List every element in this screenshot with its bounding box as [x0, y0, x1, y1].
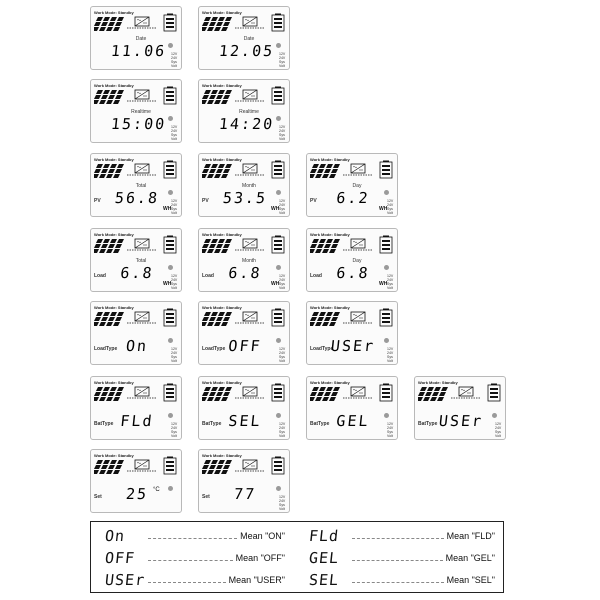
indicator-dot: [384, 413, 389, 418]
battery-icon: [271, 13, 285, 32]
system-voltage-label: 12V 24V Sys Volt: [387, 199, 394, 215]
legend-row-off: [105, 548, 285, 568]
solar-panel-icon: [94, 16, 124, 34]
lcd-panel: [90, 6, 182, 70]
controller-icon: [127, 386, 157, 400]
solar-panel-icon: [94, 238, 124, 256]
solar-panel-icon: [94, 459, 124, 477]
period-label: Total: [135, 183, 147, 189]
indicator-dot: [276, 338, 281, 343]
legend-row-fld: [309, 526, 495, 546]
battery-icon: [379, 383, 393, 402]
legend-meaning: Mean "SEL": [446, 575, 495, 585]
indicator-dot: [276, 43, 281, 48]
lcd-panel: [306, 376, 398, 440]
work-mode-status: Work Mode: Standby: [310, 157, 350, 162]
controller-icon: [127, 16, 157, 30]
battery-icon: [379, 235, 393, 254]
mode-label: LoadType: [310, 346, 334, 352]
battery-icon: [271, 86, 285, 105]
indicator-dot: [276, 265, 281, 270]
solar-panel-icon: [310, 386, 340, 404]
controller-icon: [127, 163, 157, 177]
controller-icon: [127, 459, 157, 473]
system-voltage-label: 12V 24V Sys Volt: [171, 125, 178, 141]
battery-icon: [271, 456, 285, 475]
lcd-value: FLd: [119, 412, 155, 430]
lcd-value: 77: [233, 485, 257, 503]
mode-label: LoadType: [202, 346, 226, 352]
lcd-panel: [90, 449, 182, 513]
battery-icon: [163, 13, 177, 32]
battery-icon: [163, 383, 177, 402]
work-mode-status: Work Mode: Standby: [94, 453, 134, 458]
battery-icon: [379, 308, 393, 327]
period-label: Date: [135, 36, 147, 42]
unit-label: WH: [163, 281, 172, 287]
lcd-value: 11.06: [110, 42, 168, 60]
solar-panel-icon: [94, 163, 124, 181]
system-voltage-label: 12V 24V Sys Volt: [171, 422, 178, 438]
indicator-dot: [384, 190, 389, 195]
controller-icon: [127, 311, 157, 325]
system-voltage-label: 12V 24V Sys Volt: [387, 347, 394, 363]
work-mode-status: Work Mode: Standby: [202, 157, 242, 162]
legend-code: OFF: [104, 549, 137, 567]
indicator-dot: [168, 116, 173, 121]
lcd-value: On: [125, 337, 149, 355]
lcd-value: 15:00: [110, 115, 168, 133]
unit-label: WH: [271, 206, 280, 212]
indicator-dot: [168, 413, 173, 418]
system-voltage-label: 12V 24V Sys Volt: [279, 199, 286, 215]
legend-row-gel: [309, 548, 495, 568]
mode-label: LoadType: [94, 346, 118, 352]
battery-icon: [271, 235, 285, 254]
lcd-value: 25: [125, 485, 149, 503]
controller-icon: [235, 311, 265, 325]
battery-icon: [163, 160, 177, 179]
period-label: Day: [352, 183, 362, 189]
mode-label: PV: [310, 198, 317, 204]
battery-icon: [271, 308, 285, 327]
solar-panel-icon: [202, 163, 232, 181]
work-mode-status: Work Mode: Standby: [310, 380, 350, 385]
legend-leader: [352, 538, 444, 539]
controller-icon: [343, 386, 373, 400]
controller-icon: [343, 163, 373, 177]
legend-leader: [148, 538, 237, 539]
legend-code: USEr: [104, 571, 147, 589]
solar-panel-icon: [310, 311, 340, 329]
solar-panel-icon: [94, 311, 124, 329]
legend-row-user: [105, 570, 285, 590]
solar-panel-icon: [94, 386, 124, 404]
mode-label: BatType: [310, 421, 330, 427]
legend-code: FLd: [308, 527, 341, 545]
lcd-panel: [198, 449, 290, 513]
lcd-value: 56.8: [113, 189, 161, 207]
indicator-dot: [276, 413, 281, 418]
work-mode-status: Work Mode: Standby: [202, 83, 242, 88]
solar-panel-icon: [310, 163, 340, 181]
lcd-panel: [90, 376, 182, 440]
work-mode-status: Work Mode: Standby: [202, 380, 242, 385]
indicator-dot: [492, 413, 497, 418]
controller-icon: [127, 238, 157, 252]
lcd-value: 6.8: [335, 264, 371, 282]
controller-icon: [235, 386, 265, 400]
lcd-value: 6.8: [227, 264, 263, 282]
legend-leader: [148, 582, 226, 583]
lcd-panel: [306, 301, 398, 365]
period-label: Day: [352, 258, 362, 264]
mode-label: PV: [94, 198, 101, 204]
mode-label: BatType: [94, 421, 114, 427]
indicator-dot: [168, 338, 173, 343]
work-mode-status: Work Mode: Standby: [310, 305, 350, 310]
period-label: Realtime: [131, 109, 151, 115]
lcd-panel: [90, 79, 182, 143]
controller-icon: [343, 311, 373, 325]
lcd-panel: [198, 153, 290, 217]
system-voltage-label: 12V 24V Sys Volt: [279, 347, 286, 363]
system-voltage-label: 12V 24V Sys Volt: [171, 274, 178, 290]
lcd-value: OFF: [227, 337, 263, 355]
indicator-dot: [276, 190, 281, 195]
lcd-value: 6.2: [335, 189, 371, 207]
lcd-value: 6.8: [119, 264, 155, 282]
system-voltage-label: 12V 24V Sys Volt: [387, 422, 394, 438]
lcd-panel: [90, 301, 182, 365]
battery-icon: [163, 86, 177, 105]
unit-label: WH: [271, 281, 280, 287]
mode-label: Load: [310, 273, 322, 279]
solar-panel-icon: [202, 16, 232, 34]
mode-label: Set: [94, 494, 102, 500]
work-mode-status: Work Mode: Standby: [310, 232, 350, 237]
controller-icon: [235, 16, 265, 30]
indicator-dot: [168, 265, 173, 270]
solar-panel-icon: [202, 386, 232, 404]
work-mode-status: Work Mode: Standby: [418, 380, 458, 385]
lcd-panel: [306, 153, 398, 217]
battery-icon: [163, 235, 177, 254]
solar-panel-icon: [202, 238, 232, 256]
lcd-value: USEr: [437, 412, 485, 430]
period-label: Realtime: [239, 109, 259, 115]
controller-icon: [235, 459, 265, 473]
legend-row-sel: [309, 570, 495, 590]
mode-label: BatType: [202, 421, 222, 427]
lcd-panel: [198, 6, 290, 70]
lcd-panel: [90, 228, 182, 292]
controller-icon: [343, 238, 373, 252]
unit-label: WH: [163, 206, 172, 212]
mode-label: Load: [202, 273, 214, 279]
lcd-panel: [414, 376, 506, 440]
controller-icon: [451, 386, 481, 400]
legend-code: SEL: [308, 571, 341, 589]
battery-icon: [271, 160, 285, 179]
lcd-panel: [198, 376, 290, 440]
solar-panel-icon: [202, 311, 232, 329]
lcd-panel: [306, 228, 398, 292]
controller-icon: [235, 163, 265, 177]
lcd-value: SEL: [227, 412, 263, 430]
lcd-value: 53.5: [221, 189, 269, 207]
period-label: Total: [135, 258, 147, 264]
lcd-panel: [198, 228, 290, 292]
work-mode-status: Work Mode: Standby: [202, 10, 242, 15]
battery-icon: [163, 456, 177, 475]
indicator-dot: [168, 486, 173, 491]
code-legend: [90, 521, 504, 593]
work-mode-status: Work Mode: Standby: [94, 232, 134, 237]
mode-label: Set: [202, 494, 210, 500]
period-label: Date: [243, 36, 255, 42]
controller-icon: [235, 238, 265, 252]
indicator-dot: [276, 116, 281, 121]
lcd-value: 14:20: [218, 115, 276, 133]
unit-label: WH: [379, 281, 388, 287]
system-voltage-label: 12V 24V Sys Volt: [279, 422, 286, 438]
indicator-dot: [168, 190, 173, 195]
lcd-value: 12.05: [218, 42, 276, 60]
legend-meaning: Mean "USER": [228, 575, 285, 585]
controller-icon: [235, 89, 265, 103]
legend-meaning: Mean "FLD": [446, 531, 495, 541]
solar-panel-icon: [202, 89, 232, 107]
indicator-dot: [276, 486, 281, 491]
controller-icon: [127, 89, 157, 103]
legend-code: GEL: [308, 549, 341, 567]
indicator-dot: [384, 338, 389, 343]
indicator-dot: [168, 43, 173, 48]
battery-icon: [271, 383, 285, 402]
work-mode-status: Work Mode: Standby: [94, 305, 134, 310]
mode-label: BatType: [418, 421, 438, 427]
solar-panel-icon: [418, 386, 448, 404]
work-mode-status: Work Mode: Standby: [202, 305, 242, 310]
battery-icon: [487, 383, 501, 402]
battery-icon: [379, 160, 393, 179]
lcd-panel: [198, 301, 290, 365]
work-mode-status: Work Mode: Standby: [202, 453, 242, 458]
lcd-value: USEr: [329, 337, 377, 355]
system-voltage-label: 12V 24V Sys Volt: [279, 495, 286, 511]
solar-panel-icon: [202, 459, 232, 477]
lcd-panel: [90, 153, 182, 217]
solar-panel-icon: [94, 89, 124, 107]
system-voltage-label: 12V 24V Sys Volt: [171, 347, 178, 363]
period-label: Month: [242, 258, 256, 264]
legend-leader: [352, 582, 444, 583]
system-voltage-label: 12V 24V Sys Volt: [279, 52, 286, 68]
work-mode-status: Work Mode: Standby: [94, 380, 134, 385]
system-voltage-label: 12V 24V Sys Volt: [171, 52, 178, 68]
work-mode-status: Work Mode: Standby: [94, 83, 134, 88]
legend-meaning: Mean "ON": [240, 531, 285, 541]
system-voltage-label: 12V 24V Sys Volt: [279, 274, 286, 290]
unit-label: WH: [379, 206, 388, 212]
system-voltage-label: 12V 24V Sys Volt: [279, 125, 286, 141]
work-mode-status: Work Mode: Standby: [94, 157, 134, 162]
legend-leader: [148, 560, 233, 561]
battery-icon: [163, 308, 177, 327]
lcd-panel: [198, 79, 290, 143]
system-voltage-label: 12V 24V Sys Volt: [171, 199, 178, 215]
legend-code: On: [104, 527, 127, 545]
indicator-dot: [384, 265, 389, 270]
system-voltage-label: 12V 24V Sys Volt: [387, 274, 394, 290]
solar-panel-icon: [310, 238, 340, 256]
work-mode-status: Work Mode: Standby: [202, 232, 242, 237]
mode-label: PV: [202, 198, 209, 204]
legend-row-on: [105, 526, 285, 546]
work-mode-status: Work Mode: Standby: [94, 10, 134, 15]
legend-meaning: Mean "GEL": [445, 553, 495, 563]
unit-label: °C: [153, 487, 160, 493]
period-label: Month: [242, 183, 256, 189]
mode-label: Load: [94, 273, 106, 279]
legend-meaning: Mean "OFF": [235, 553, 285, 563]
legend-leader: [352, 560, 443, 561]
system-voltage-label: 12V 24V Sys Volt: [495, 422, 502, 438]
lcd-value: GEL: [335, 412, 371, 430]
